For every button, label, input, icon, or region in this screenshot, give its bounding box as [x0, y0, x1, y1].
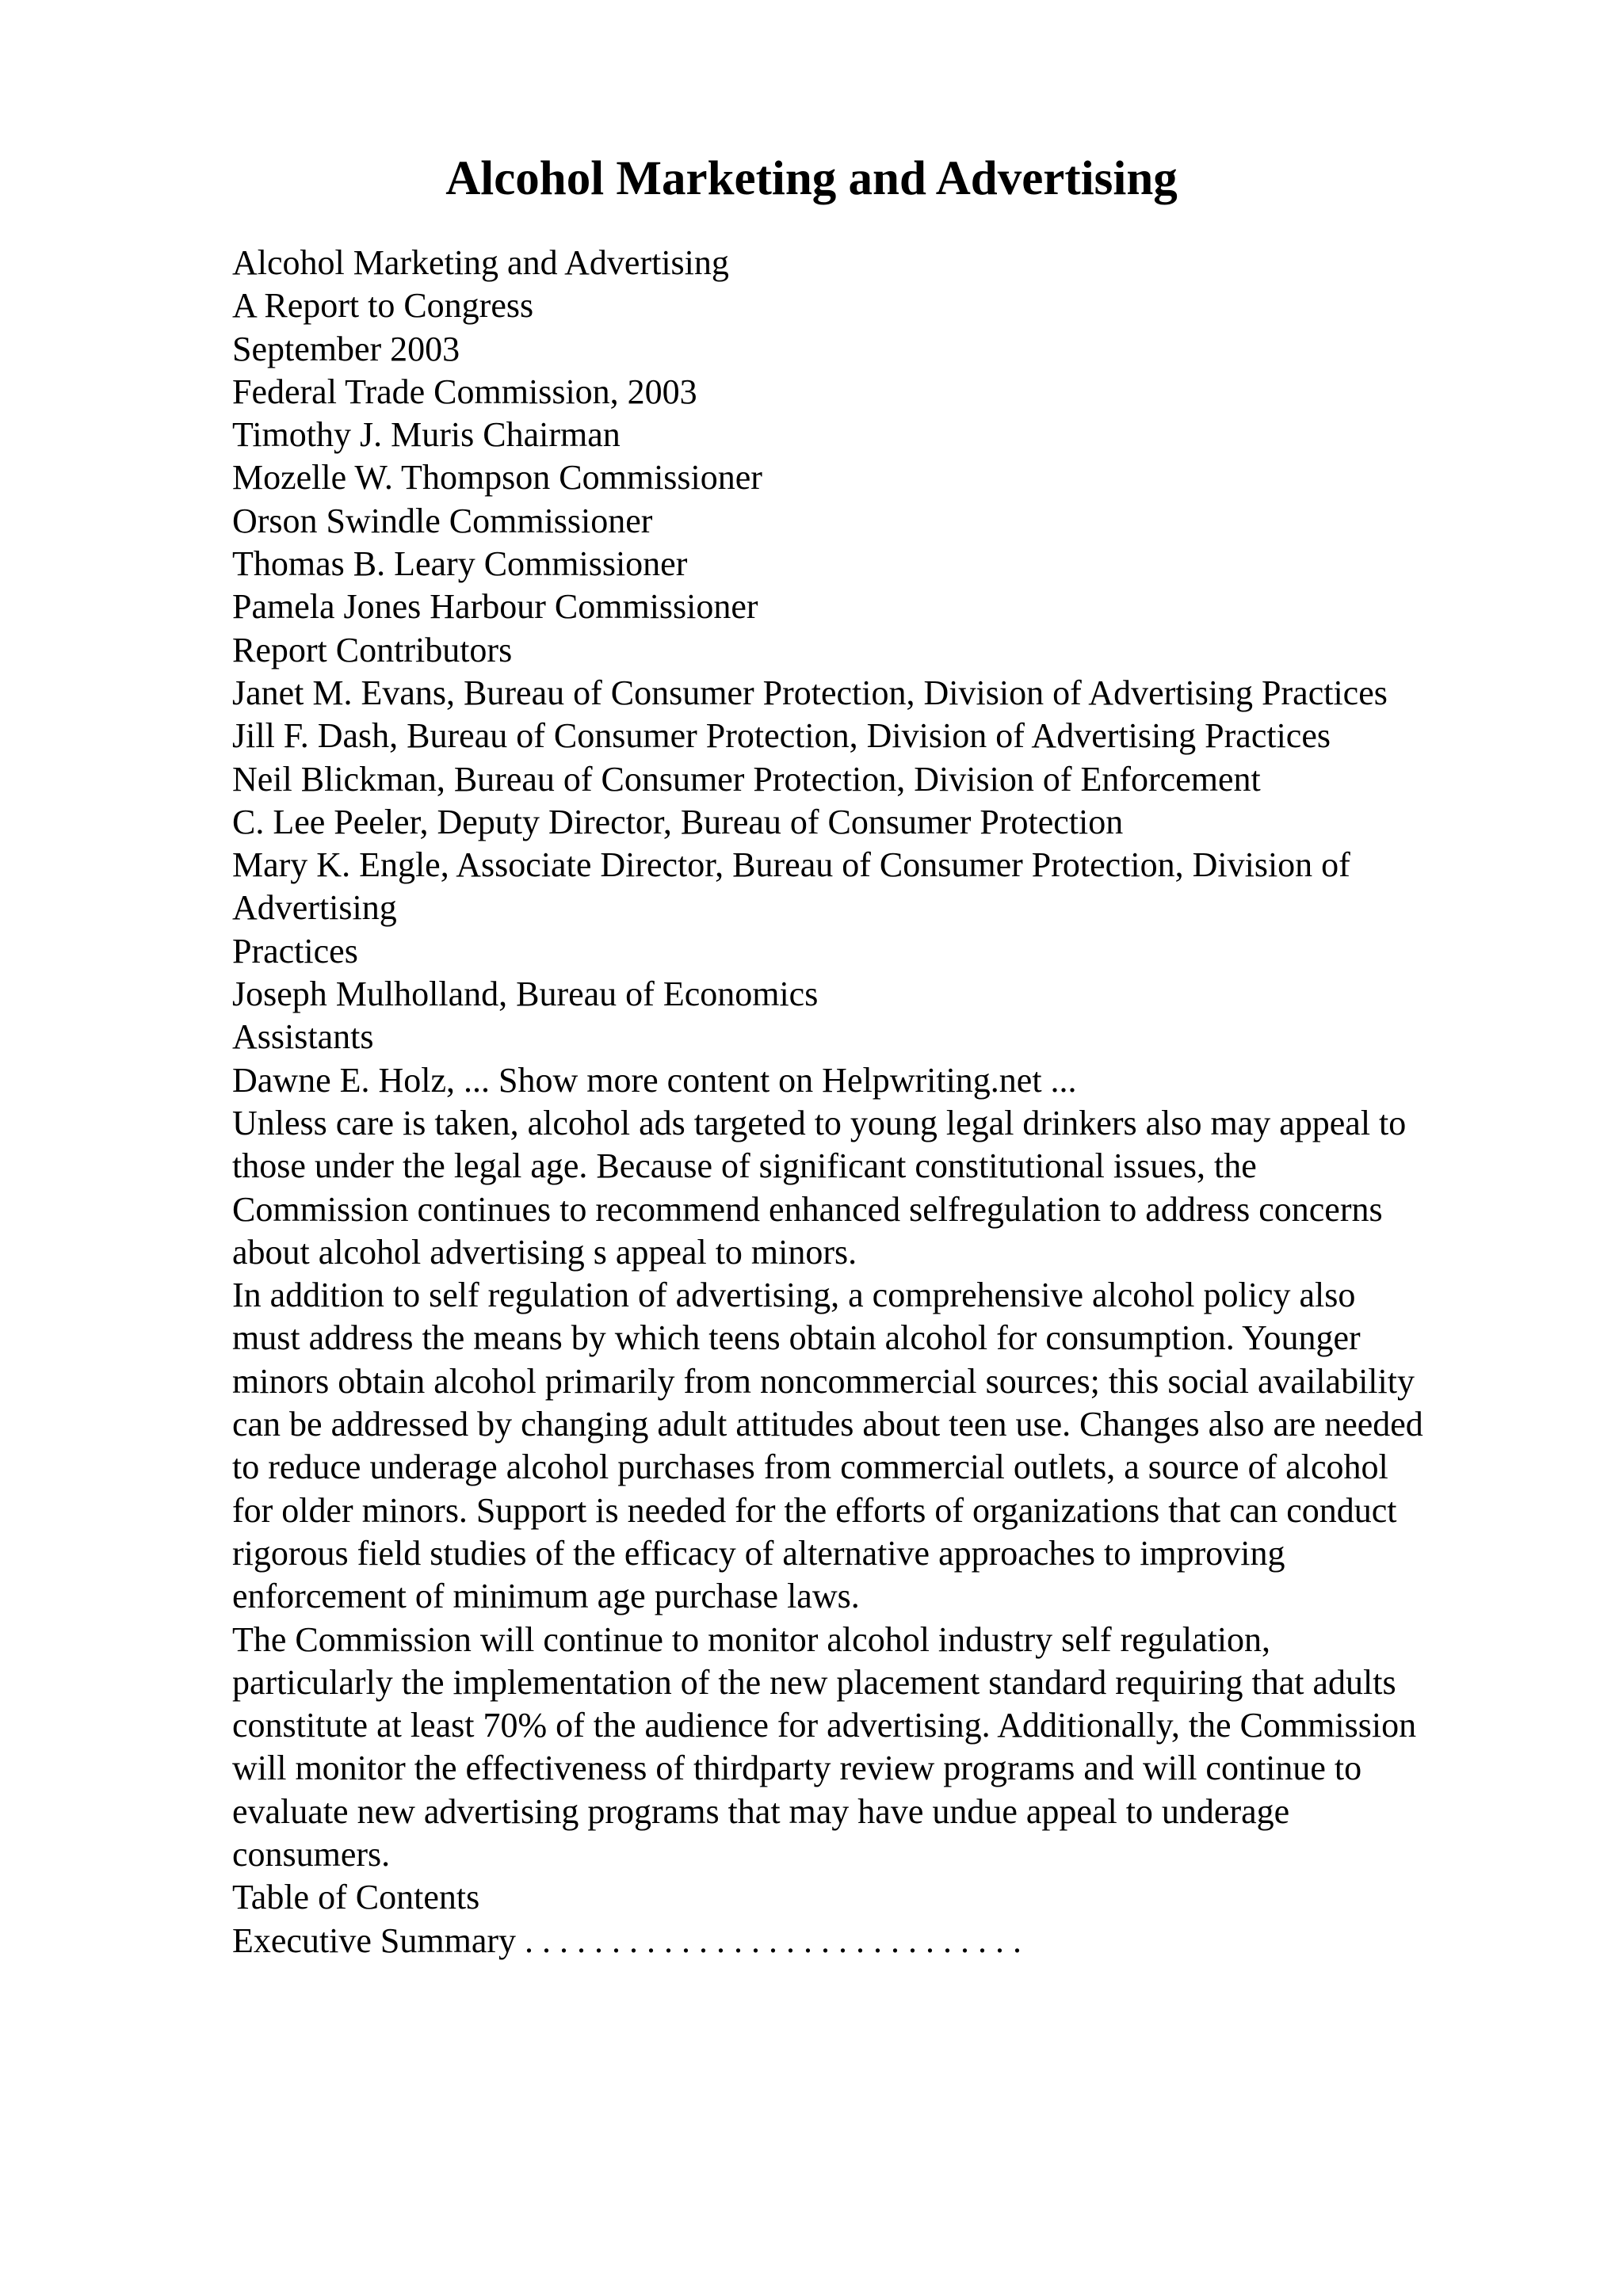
text-line: September 2003 [232, 329, 460, 368]
text-line: evaluate new advertising programs that may have undue appeal to underage [232, 1791, 1290, 1831]
text-line: can be addressed by changing adult attitudes about teen use. Changes also are needed [232, 1405, 1423, 1444]
text-line: enforcement of minimum age purchase laws. [232, 1577, 860, 1616]
text-line: will monitor the effectiveness of thirdparty review programs and will continue to [232, 1749, 1362, 1788]
text-line: Assistants [232, 1017, 374, 1057]
text-line: Dawne E. Holz, ... Show more content on Helpwriting.net ... [232, 1060, 1077, 1100]
text-line: Jill F. Dash, Bureau of Consumer Protection, Division of Advertising Practices [232, 716, 1331, 756]
text-line: particularly the implementation of the new placement standard requiring that adults [232, 1662, 1396, 1702]
text-line: Advertising [232, 888, 397, 928]
text-line: about alcohol advertising s appeal to minors. [232, 1232, 857, 1272]
text-line: Mary K. Engle, Associate Director, Bureau of Consumer Protection, Division of [232, 845, 1350, 885]
text-line: In addition to self regulation of advertising, a comprehensive alcohol policy also [232, 1276, 1356, 1315]
text-line: Practices [232, 931, 358, 971]
text-line: those under the legal age. Because of significant constitutional issues, the [232, 1146, 1257, 1186]
text-line: Federal Trade Commission, 2003 [232, 372, 697, 411]
text-line: must address the means by which teens obtain alcohol for consumption. Younger [232, 1318, 1361, 1358]
text-line: Commission continues to recommend enhanced selfregulation to address concerns [232, 1189, 1383, 1229]
text-line: Table of Contents [232, 1878, 480, 1917]
text-line: The Commission will continue to monitor alcohol industry self regulation, [232, 1619, 1271, 1659]
text-line: C. Lee Peeler, Deputy Director, Bureau of Consumer Protection [232, 802, 1124, 841]
text-line: Unless care is taken, alcohol ads targeted to young legal drinkers also may appeal to [232, 1103, 1407, 1142]
text-line: Mozelle W. Thompson Commissioner [232, 458, 762, 498]
text-line: Pamela Jones Harbour Commissioner [232, 587, 758, 627]
text-line: Alcohol Marketing and Advertising [232, 243, 729, 282]
text-line: A Report to Congress [232, 286, 534, 326]
document-body [232, 242, 1516, 1962]
text-line: Joseph Mulholland, Bureau of Economics [232, 974, 819, 1014]
document-title: Alcohol Marketing and Advertising [445, 152, 1178, 205]
text-line: to reduce underage alcohol purchases from commercial outlets, a source of alcohol [232, 1447, 1388, 1487]
text-line: Executive Summary . . . . . . . . . . . . . . . . . . . . . . . . . . . . . [232, 1920, 1022, 1960]
text-line: rigorous field studies of the efficacy of alternative approaches to improving [232, 1533, 1285, 1573]
text-line: consumers. [232, 1834, 391, 1874]
text-line: minors obtain alcohol primarily from noncommercial sources; this social availability [232, 1361, 1415, 1401]
text-line: for older minors. Support is needed for the efforts of organizations that can conduct [232, 1490, 1397, 1530]
text-line: Orson Swindle Commissioner [232, 501, 653, 540]
text-line: Janet M. Evans, Bureau of Consumer Protection, Division of Advertising Practices [232, 673, 1388, 712]
text-line: Thomas B. Leary Commissioner [232, 544, 688, 584]
text-line: constitute at least 70% of the audience for advertising. Additionally, the Commission [232, 1706, 1417, 1745]
text-line: Timothy J. Muris Chairman [232, 415, 621, 455]
text-line: Report Contributors [232, 630, 513, 669]
text-line: Neil Blickman, Bureau of Consumer Protection, Division of Enforcement [232, 759, 1261, 799]
